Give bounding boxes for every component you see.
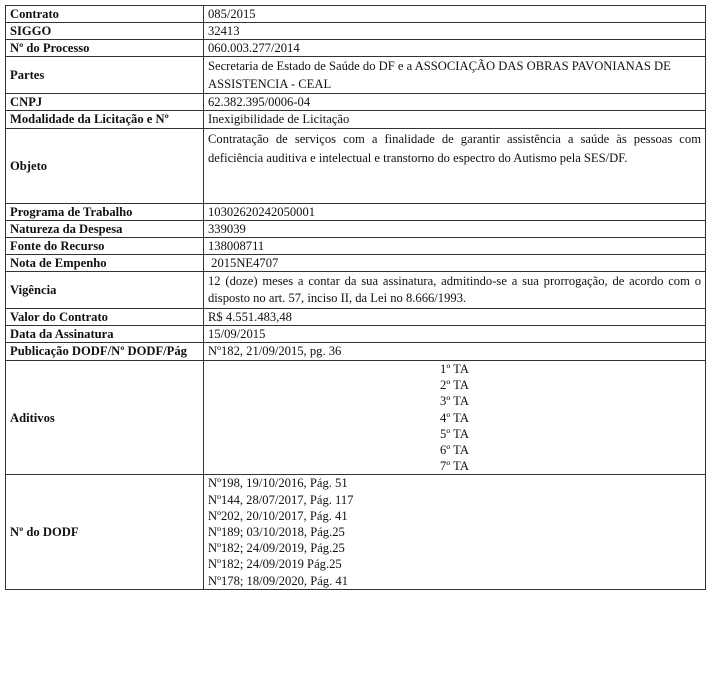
row-data-assinatura (6, 326, 706, 343)
row-dodf (6, 475, 706, 589)
label-aditivos: Aditivos (6, 361, 204, 475)
row-modalidade (6, 111, 706, 129)
value-contrato: 085/2015 (204, 6, 706, 23)
value-siggo: 32413 (204, 23, 706, 40)
value-objeto: Contratação de serviços com a finalidade de garantir assistência a saúde às pessoas com deficiência auditiva e intelectual e transtorno do espectro do Autismo pela SES/DF. (204, 129, 706, 204)
row-contrato (6, 6, 706, 23)
row-publicacao (6, 343, 706, 361)
value-publicacao: Nº182, 21/09/2015, pg. 36 (204, 343, 706, 361)
value-fonte: 138008711 (204, 238, 706, 255)
dodf-item: Nº178; 18/09/2020, Pág. 41 (208, 573, 348, 588)
row-vigencia (6, 272, 706, 309)
aditivo-item: 7º TA (440, 459, 469, 474)
value-dodf (204, 475, 706, 589)
label-data-assinatura: Data da Assinatura (6, 326, 204, 343)
label-valor: Valor do Contrato (6, 309, 204, 326)
aditivo-item: 1º TA (440, 362, 469, 376)
label-processo: Nº do Processo (6, 40, 204, 57)
row-programa (6, 204, 706, 221)
row-partes (6, 57, 706, 94)
dodf-item: Nº182; 24/09/2019 Pág.25 (208, 557, 342, 572)
value-aditivos (204, 361, 706, 475)
value-processo: 060.003.277/2014 (204, 40, 706, 57)
aditivo-item: 3º TA (440, 394, 469, 409)
dodf-item: Nº189; 03/10/2018, Pág.25 (208, 525, 345, 540)
row-natureza (6, 221, 706, 238)
value-data-assinatura: 15/09/2015 (204, 326, 706, 343)
label-cnpj: CNPJ (6, 94, 204, 111)
label-siggo: SIGGO (6, 23, 204, 40)
row-fonte (6, 238, 706, 255)
label-empenho: Nota de Empenho (6, 255, 204, 272)
label-partes: Partes (6, 57, 204, 94)
aditivo-item: 5º TA (440, 426, 469, 441)
value-programa: 10302620242050001 (204, 204, 706, 221)
label-programa: Programa de Trabalho (6, 204, 204, 221)
label-vigencia: Vigência (6, 272, 204, 309)
aditivo-item: 4º TA (440, 410, 469, 425)
label-publicacao: Publicação DODF/Nº DODF/Pág (6, 343, 204, 361)
row-aditivos (6, 361, 706, 475)
contract-table (5, 5, 706, 590)
label-natureza: Natureza da Despesa (6, 221, 204, 238)
dodf-item: Nº202, 20/10/2017, Pág. 41 (208, 508, 348, 523)
row-valor (6, 309, 706, 326)
label-objeto: Objeto (6, 129, 204, 204)
row-processo (6, 40, 706, 57)
row-empenho (6, 255, 706, 272)
value-modalidade: Inexigibilidade de Licitação (204, 111, 706, 129)
aditivo-item: 2º TA (440, 378, 469, 393)
label-modalidade: Modalidade da Licitação e Nº (6, 111, 204, 129)
contract-document (5, 5, 705, 590)
value-partes: Secretaria de Estado de Saúde do DF e a ASSOCIAÇÃO DAS OBRAS PAVONIANAS DE ASSISTENCIA - CEAL (204, 57, 706, 94)
value-vigencia: 12 (doze) meses a contar da sua assinatura, admitindo-se a sua prorrogação, de acordo com o disposto no art. 57, inciso II, da Lei no 8.666/1993. (204, 272, 706, 309)
label-fonte: Fonte do Recurso (6, 238, 204, 255)
label-contrato: Contrato (6, 6, 204, 23)
value-natureza: 339039 (204, 221, 706, 238)
label-dodf: Nº do DODF (6, 475, 204, 589)
row-objeto (6, 129, 706, 204)
value-empenho: 2015NE4707 (204, 255, 706, 272)
dodf-item: Nº144, 28/07/2017, Pág. 117 (208, 492, 354, 507)
dodf-item: Nº198, 19/10/2016, Pág. 51 (208, 476, 348, 491)
row-cnpj (6, 94, 706, 111)
row-siggo (6, 23, 706, 40)
value-cnpj: 62.382.395/0006-04 (204, 94, 706, 111)
aditivo-item: 6º TA (440, 443, 469, 458)
dodf-item: Nº182; 24/09/2019, Pág.25 (208, 541, 345, 556)
value-valor: R$ 4.551.483,48 (204, 309, 706, 326)
